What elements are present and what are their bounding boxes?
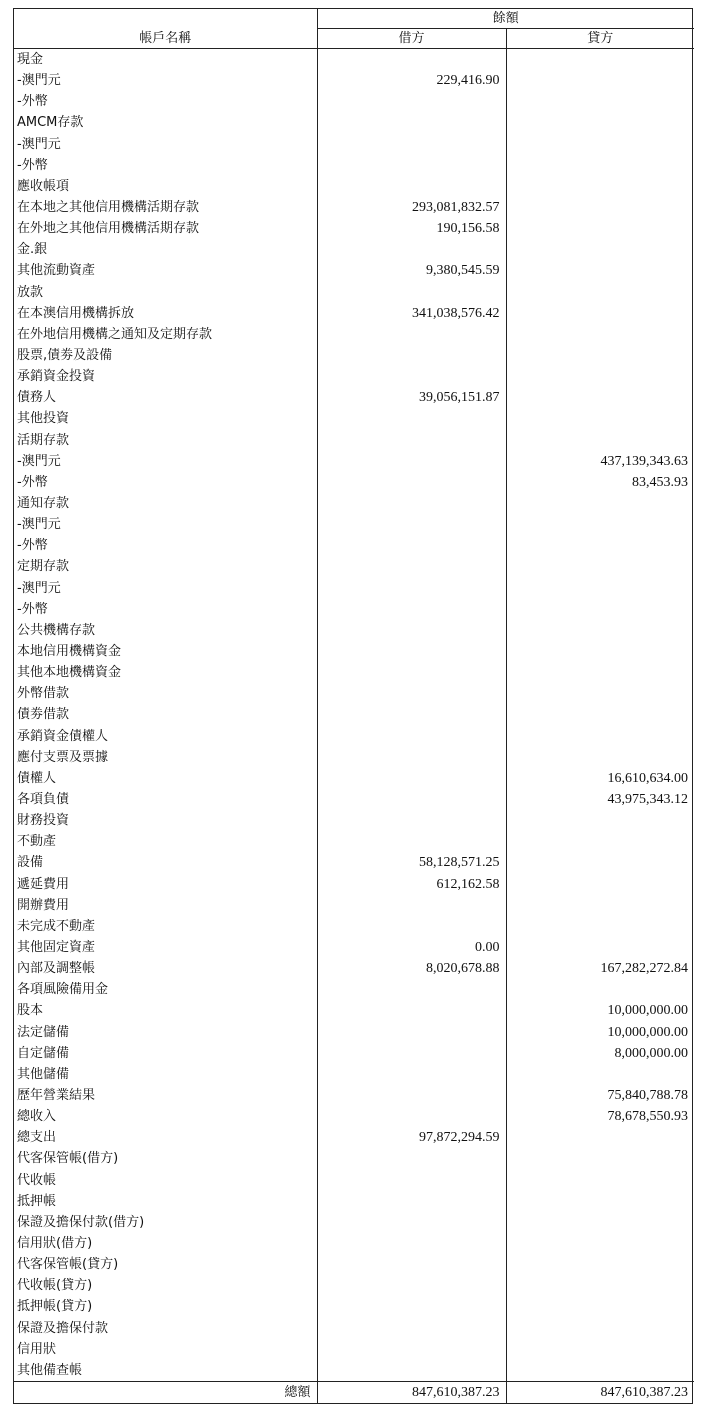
debit-cell (317, 155, 506, 176)
table-row (14, 895, 694, 916)
table-row (14, 197, 694, 218)
table-row (14, 408, 694, 429)
account-name-cell: 金.銀 (17, 242, 48, 258)
credit-cell (506, 303, 694, 324)
debit-cell (317, 1254, 506, 1275)
credit-cell (506, 91, 694, 112)
header-row-top (14, 9, 694, 29)
account-name-cell: 債務人 (17, 390, 57, 406)
table-row (14, 1275, 694, 1296)
debit-cell: 612,162.58 (317, 873, 506, 894)
table-row (14, 683, 694, 704)
account-name-cell: -澳門元 (17, 73, 61, 89)
debit-cell (317, 1360, 506, 1382)
account-rows (14, 49, 694, 1382)
table-row (14, 704, 694, 725)
table-row (14, 1148, 694, 1169)
debit-cell (317, 916, 506, 937)
table-row (14, 345, 694, 366)
debit-cell (317, 599, 506, 620)
account-name-cell: 本地信用機構資金 (17, 644, 122, 659)
debit-cell (317, 408, 506, 429)
credit-cell (506, 683, 694, 704)
account-name-cell: 其他流動資產 (17, 263, 96, 279)
account-name-cell: -澳門元 (17, 517, 61, 533)
credit-cell (506, 641, 694, 662)
account-name-cell: 承銷資金投資 (17, 369, 96, 385)
credit-cell (506, 239, 694, 260)
debit-cell (317, 1233, 506, 1254)
account-name-cell: 代收帳(貸方) (17, 1278, 93, 1294)
account-name-cell: 公共機構存款 (17, 622, 96, 638)
debit-cell (317, 451, 506, 472)
credit-cell: 10,000,000.00 (506, 1000, 694, 1021)
account-name-cell: -外幣 (17, 157, 48, 173)
table-row (14, 620, 694, 641)
debit-cell (317, 895, 506, 916)
account-name-cell: 活期存款 (17, 432, 70, 448)
table-row (14, 535, 694, 556)
table-row (14, 641, 694, 662)
table-row (14, 1085, 694, 1106)
account-name-cell: 承銷資金債權人 (17, 728, 109, 744)
debit-cell (317, 366, 506, 387)
credit-cell (506, 197, 694, 218)
table-row (14, 324, 694, 345)
account-name-cell: -外幣 (17, 94, 48, 110)
account-name-cell: 遞延費用 (17, 876, 70, 892)
debit-cell (317, 556, 506, 577)
debit-cell: 97,872,294.59 (317, 1127, 506, 1148)
table-row (14, 451, 694, 472)
credit-cell (506, 873, 694, 894)
credit-cell: 10,000,000.00 (506, 1021, 694, 1042)
table-row (14, 239, 694, 260)
table-row (14, 979, 694, 1000)
table-row (14, 366, 694, 387)
account-name-cell: 總收入 (17, 1109, 57, 1125)
table-row (14, 282, 694, 303)
account-name-cell: 總支出 (17, 1130, 57, 1146)
credit-cell (506, 1275, 694, 1296)
credit-cell (506, 49, 694, 71)
debit-cell (317, 747, 506, 768)
debit-cell (317, 1148, 506, 1169)
account-name-cell: 股票,債劵及設備 (17, 348, 113, 364)
debit-cell (317, 49, 506, 71)
credit-cell (506, 1339, 694, 1360)
table-row (14, 1064, 694, 1085)
account-name-cell: 應付支票及票據 (17, 749, 109, 765)
table-row (14, 789, 694, 810)
credit-cell (506, 747, 694, 768)
account-name-cell: 抵押帳 (17, 1193, 57, 1209)
trial-balance-table (14, 9, 694, 1403)
account-name-cell: 信用狀(借方) (17, 1235, 93, 1251)
credit-cell (506, 556, 694, 577)
account-name-cell: 開辦費用 (17, 897, 70, 913)
credit-cell (506, 345, 694, 366)
credit-cell (506, 70, 694, 91)
table-row (14, 1000, 694, 1021)
credit-cell (506, 726, 694, 747)
debit-cell: 39,056,151.87 (317, 387, 506, 408)
account-name-cell: 不動產 (17, 834, 57, 850)
credit-cell (506, 155, 694, 176)
header-row-bottom (14, 29, 694, 49)
credit-cell: 75,840,788.78 (506, 1085, 694, 1106)
debit-cell (317, 620, 506, 641)
total-debit: 847,610,387.23 (317, 1381, 506, 1403)
table-row (14, 1106, 694, 1127)
table-row (14, 1317, 694, 1338)
debit-cell (317, 704, 506, 725)
table-row (14, 599, 694, 620)
debit-cell (317, 134, 506, 155)
account-name-cell: -澳門元 (17, 453, 61, 469)
debit-cell (317, 1191, 506, 1212)
table-row (14, 831, 694, 852)
debit-cell: 58,128,571.25 (317, 852, 506, 873)
account-name-cell: 股本 (17, 1003, 44, 1019)
account-name-cell: 定期存款 (17, 559, 70, 575)
table-row (14, 430, 694, 451)
credit-cell: 16,610,634.00 (506, 768, 694, 789)
table-row (14, 556, 694, 577)
debit-cell (317, 176, 506, 197)
table-row (14, 1021, 694, 1042)
debit-cell (317, 91, 506, 112)
credit-cell (506, 1148, 694, 1169)
account-name-cell: 保證及擔保付款 (17, 1320, 109, 1336)
credit-cell (506, 1254, 694, 1275)
debit-cell (317, 345, 506, 366)
table-row (14, 1254, 694, 1275)
account-name-cell: 在本澳信用機構拆放 (17, 305, 135, 321)
account-name-cell: -外幣 (17, 474, 48, 490)
table-row (14, 958, 694, 979)
account-name-cell: 在本地之其他信用機構活期存款 (17, 200, 200, 216)
credit-cell: 83,453.93 (506, 472, 694, 493)
credit-cell (506, 599, 694, 620)
debit-cell (317, 789, 506, 810)
credit-cell (506, 662, 694, 683)
credit-cell (506, 535, 694, 556)
account-name-cell: 在外地信用機構之通知及定期存款 (17, 326, 213, 342)
account-name-cell: 代客保管帳(貸方) (17, 1257, 119, 1273)
debit-cell (317, 1212, 506, 1233)
total-label: 總額 (14, 1381, 317, 1403)
header-blank (14, 9, 317, 29)
credit-cell (506, 831, 694, 852)
total-row (14, 1381, 694, 1403)
table-row (14, 726, 694, 747)
debit-cell (317, 726, 506, 747)
table-row (14, 70, 694, 91)
debit-cell (317, 810, 506, 831)
credit-cell (506, 1064, 694, 1085)
table-row (14, 873, 694, 894)
debit-cell (317, 493, 506, 514)
account-name-cell: -外幣 (17, 538, 48, 554)
credit-cell (506, 430, 694, 451)
account-name-cell: 財務投資 (17, 813, 70, 829)
account-name-cell: 代客保管帳(借方) (17, 1151, 119, 1167)
account-name-cell: 其他投資 (17, 411, 70, 427)
credit-cell (506, 282, 694, 303)
debit-cell: 190,156.58 (317, 218, 506, 239)
table-row (14, 1191, 694, 1212)
account-name-cell: 其他固定資產 (17, 939, 96, 955)
table-row (14, 916, 694, 937)
balance-header: 餘額 (317, 9, 694, 29)
table-row (14, 578, 694, 599)
credit-cell (506, 387, 694, 408)
debit-cell (317, 1339, 506, 1360)
credit-cell (506, 852, 694, 873)
account-name-cell: 在外地之其他信用機構活期存款 (17, 221, 200, 237)
debit-cell (317, 239, 506, 260)
credit-cell (506, 218, 694, 239)
credit-cell (506, 514, 694, 535)
debit-cell: 293,081,832.57 (317, 197, 506, 218)
table-row (14, 49, 694, 71)
credit-cell (506, 1212, 694, 1233)
credit-cell (506, 260, 694, 281)
credit-cell (506, 916, 694, 937)
credit-cell (506, 704, 694, 725)
account-name-cell: 各項負債 (17, 791, 70, 807)
total-credit: 847,610,387.23 (506, 1381, 694, 1403)
debit-cell (317, 683, 506, 704)
debit-cell (317, 662, 506, 683)
account-name-cell: 外幣借款 (17, 686, 70, 702)
account-name-cell: 歷年營業結果 (17, 1087, 96, 1103)
table-row (14, 260, 694, 281)
debit-cell (317, 1317, 506, 1338)
debit-cell (317, 1296, 506, 1317)
account-name-cell: 保證及擔保付款(借方) (17, 1214, 145, 1230)
account-name-cell: 現金 (17, 52, 44, 68)
table-row (14, 810, 694, 831)
credit-cell (506, 1360, 694, 1382)
debit-cell (317, 324, 506, 345)
credit-cell (506, 1233, 694, 1254)
account-name-cell: 未完成不動產 (17, 918, 96, 934)
table-row (14, 134, 694, 155)
table-row (14, 493, 694, 514)
debit-cell (317, 1064, 506, 1085)
debit-cell (317, 535, 506, 556)
credit-cell (506, 937, 694, 958)
credit-cell (506, 810, 694, 831)
credit-cell (506, 1296, 694, 1317)
account-name-cell: 其他備查帳 (17, 1362, 83, 1378)
debit-cell (317, 282, 506, 303)
credit-cell (506, 1169, 694, 1190)
account-name-cell: -外幣 (17, 601, 48, 617)
table-row (14, 1339, 694, 1360)
table-row (14, 387, 694, 408)
credit-cell: 167,282,272.84 (506, 958, 694, 979)
table-row (14, 1296, 694, 1317)
table-row (14, 1043, 694, 1064)
debit-cell (317, 979, 506, 1000)
account-name-cell: 法定儲備 (17, 1024, 70, 1040)
table-row (14, 852, 694, 873)
credit-cell (506, 324, 694, 345)
account-name-cell: 設備 (17, 855, 44, 871)
debit-cell: 0.00 (317, 937, 506, 958)
credit-cell (506, 578, 694, 599)
credit-cell (506, 134, 694, 155)
credit-cell (506, 366, 694, 387)
account-name-header: 帳戶名稱 (14, 29, 317, 49)
credit-cell (506, 493, 694, 514)
debit-cell (317, 578, 506, 599)
account-name-cell: 放款 (17, 284, 44, 300)
table-row (14, 112, 694, 133)
debit-cell (317, 831, 506, 852)
credit-cell: 78,678,550.93 (506, 1106, 694, 1127)
table-row (14, 768, 694, 789)
trial-balance-sheet (13, 8, 693, 1404)
account-name-cell: 抵押帳(貸方) (17, 1299, 93, 1315)
debit-cell (317, 430, 506, 451)
account-name-cell: -澳門元 (17, 580, 61, 596)
account-name-cell: 各項風險備用金 (17, 982, 109, 998)
account-name-cell: 其他儲備 (17, 1066, 70, 1082)
credit-cell: 437,139,343.63 (506, 451, 694, 472)
debit-cell (317, 472, 506, 493)
debit-cell: 341,038,576.42 (317, 303, 506, 324)
credit-cell (506, 176, 694, 197)
debit-cell (317, 514, 506, 535)
credit-cell: 43,975,343.12 (506, 789, 694, 810)
table-row (14, 1127, 694, 1148)
table-row (14, 91, 694, 112)
debit-cell (317, 1021, 506, 1042)
debit-cell (317, 1000, 506, 1021)
debit-cell (317, 1275, 506, 1296)
table-row (14, 218, 694, 239)
account-name-cell: 代收帳 (17, 1172, 57, 1188)
account-name-cell: 自定儲備 (17, 1045, 70, 1061)
account-name-cell: 債劵借款 (17, 707, 70, 723)
credit-header: 貸方 (506, 29, 694, 49)
table-row (14, 1169, 694, 1190)
account-name-cell: 債權人 (17, 770, 57, 786)
credit-cell (506, 1317, 694, 1338)
debit-cell (317, 768, 506, 789)
debit-cell (317, 1043, 506, 1064)
account-name-cell: 內部及調整帳 (17, 961, 96, 977)
debit-cell (317, 1169, 506, 1190)
account-name-cell: 信用狀 (17, 1341, 57, 1357)
debit-cell: 9,380,545.59 (317, 260, 506, 281)
debit-cell: 8,020,678.88 (317, 958, 506, 979)
table-row (14, 514, 694, 535)
credit-cell (506, 1191, 694, 1212)
account-name-cell: -澳門元 (17, 136, 61, 152)
debit-cell (317, 641, 506, 662)
debit-cell: 229,416.90 (317, 70, 506, 91)
credit-cell (506, 895, 694, 916)
table-row (14, 176, 694, 197)
table-row (14, 1233, 694, 1254)
account-name-cell: 應收帳項 (17, 178, 70, 194)
account-name-cell: AMCM存款 (17, 115, 84, 131)
debit-cell (317, 1106, 506, 1127)
table-row (14, 1360, 694, 1382)
credit-cell (506, 1127, 694, 1148)
credit-cell (506, 112, 694, 133)
table-row (14, 662, 694, 683)
debit-cell (317, 112, 506, 133)
table-row (14, 937, 694, 958)
credit-cell (506, 620, 694, 641)
table-row (14, 303, 694, 324)
account-name-cell: 通知存款 (17, 496, 70, 512)
table-row (14, 155, 694, 176)
debit-cell (317, 1085, 506, 1106)
table-row (14, 1212, 694, 1233)
credit-cell (506, 408, 694, 429)
table-row (14, 747, 694, 768)
credit-cell: 8,000,000.00 (506, 1043, 694, 1064)
account-name-cell: 其他本地機構資金 (17, 665, 122, 681)
debit-header: 借方 (317, 29, 506, 49)
table-row (14, 472, 694, 493)
credit-cell (506, 979, 694, 1000)
